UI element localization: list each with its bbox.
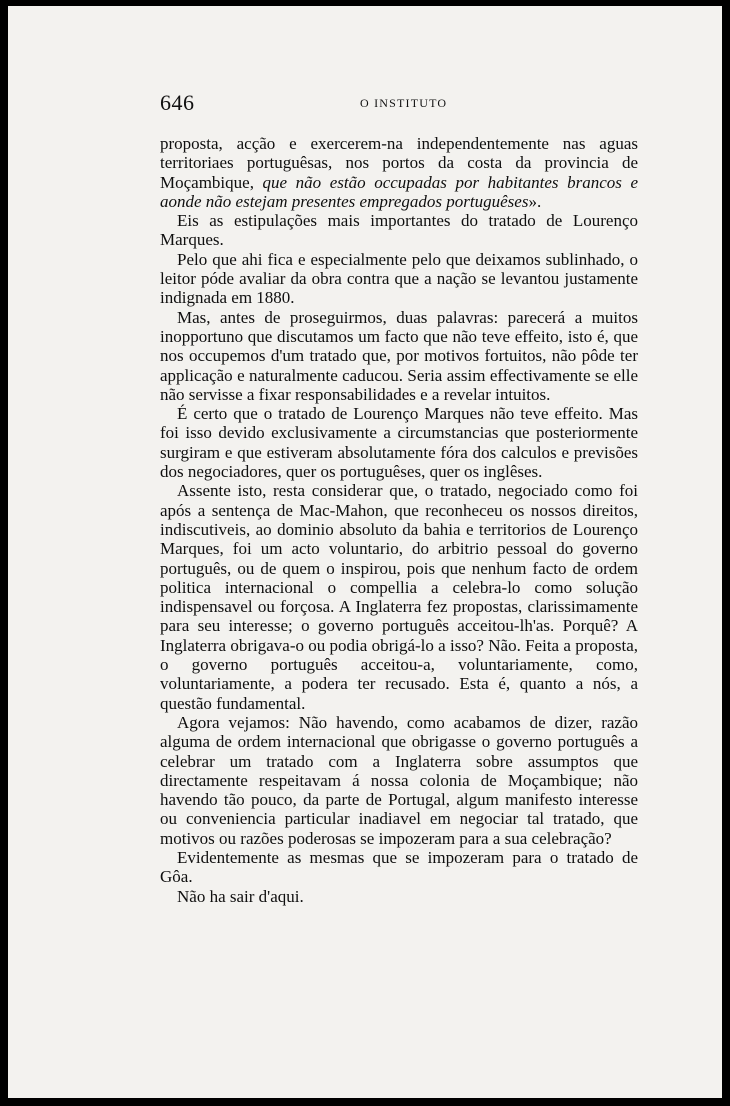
paragraph-4: Mas, antes de proseguirmos, duas palavras: parecerá a muitos inopportuno que discutamos um facto que não teve effeito, isto é, que nos occupemos d'um tratado que, por motivos fortuitos, não pôde ter applicação e naturalmente caducou. Seria assim effectivamente se elle não servisse a fixar responsabilidades e a revelar intuitos.	[160, 307, 638, 404]
paragraph-8: Evidentemente as mesmas que se impozeram para o tratado de Gôa.	[160, 847, 638, 887]
paragraph-6: Assente isto, resta considerar que, o tratado, negociado como foi após a sentença de Mac-Mahon, que reconheceu os nossos direitos, indiscutiveis, ao dominio absoluto da bahia e territorios de Lourenço Marques, foi um acto voluntario, do arbitrio pessoal do governo português, ou de quem o inspirou, pois que nenhum facto de ordem politica internacional o compellia a celebra-lo como solução indispensavel ou forçosa. A Inglaterra fez propostas, clarissimamente para seu interesse; o governo português acceitou-lh'as. Porquê? A Inglaterra obrigava-o ou podia obrigá-lo a isso? Não. Feita a proposta, o governo português acceitou-a, voluntariamente, como, voluntariamente, a podera ter recusado. Esta é, quanto a nós, a questão fundamental.	[160, 481, 638, 713]
paragraph-9: Não ha sair d'aqui.	[177, 886, 304, 906]
paragraph-1	[160, 134, 638, 211]
paragraph-5: É certo que o tratado de Lourenço Marques não teve effeito. Mas foi isso devido exclusivamente a circumstancias que posteriormente surgiram e que estiveram absolutamente fóra dos calculos e previsões dos negociadores, quer os portuguêses, quer os inglêses.	[160, 404, 638, 482]
paragraph-3: Pelo que ahi fica e especialmente pelo que deixamos sublinhado, o leitor póde avaliar da obra contra que a nação se levantou justamente indignada em 1880.	[160, 249, 638, 308]
paragraph-1-italic-quote: que não estão occupadas por habitantes brancos e aonde não estejam presentes empregados portuguêses	[160, 172, 638, 211]
paragraph-1-roman: proposta, acção e exercerem-na independentemente nas aguas territoriaes portuguêsas, nos portos da costa da provincia de Moçambique,	[160, 134, 638, 192]
body-text	[160, 134, 638, 906]
paragraph-2: Eis as estipulações mais importantes do tratado de Lourenço Marques.	[160, 211, 638, 250]
paragraph-1-close: ».	[528, 191, 542, 211]
page-number: 646	[160, 90, 195, 115]
paragraph-7: Agora vejamos: Não havendo, como acabamos de dizer, razão alguma de ordem internacional que obrigasse o governo português a celebrar um tratado com a Inglaterra sobre assumptos que directamente respeitavam á nossa colonia de Moçambique; não havendo tão pouco, da parte de Portugal, algum manifesto interesse ou conveniencia particular inadiavel em negociar tal tratado, que motivos ou razões poderosas se impozeram para a sua celebração?	[160, 712, 638, 848]
book-page	[8, 6, 722, 1098]
page-header	[160, 90, 640, 114]
running-head: O INSTITUTO	[360, 96, 448, 110]
